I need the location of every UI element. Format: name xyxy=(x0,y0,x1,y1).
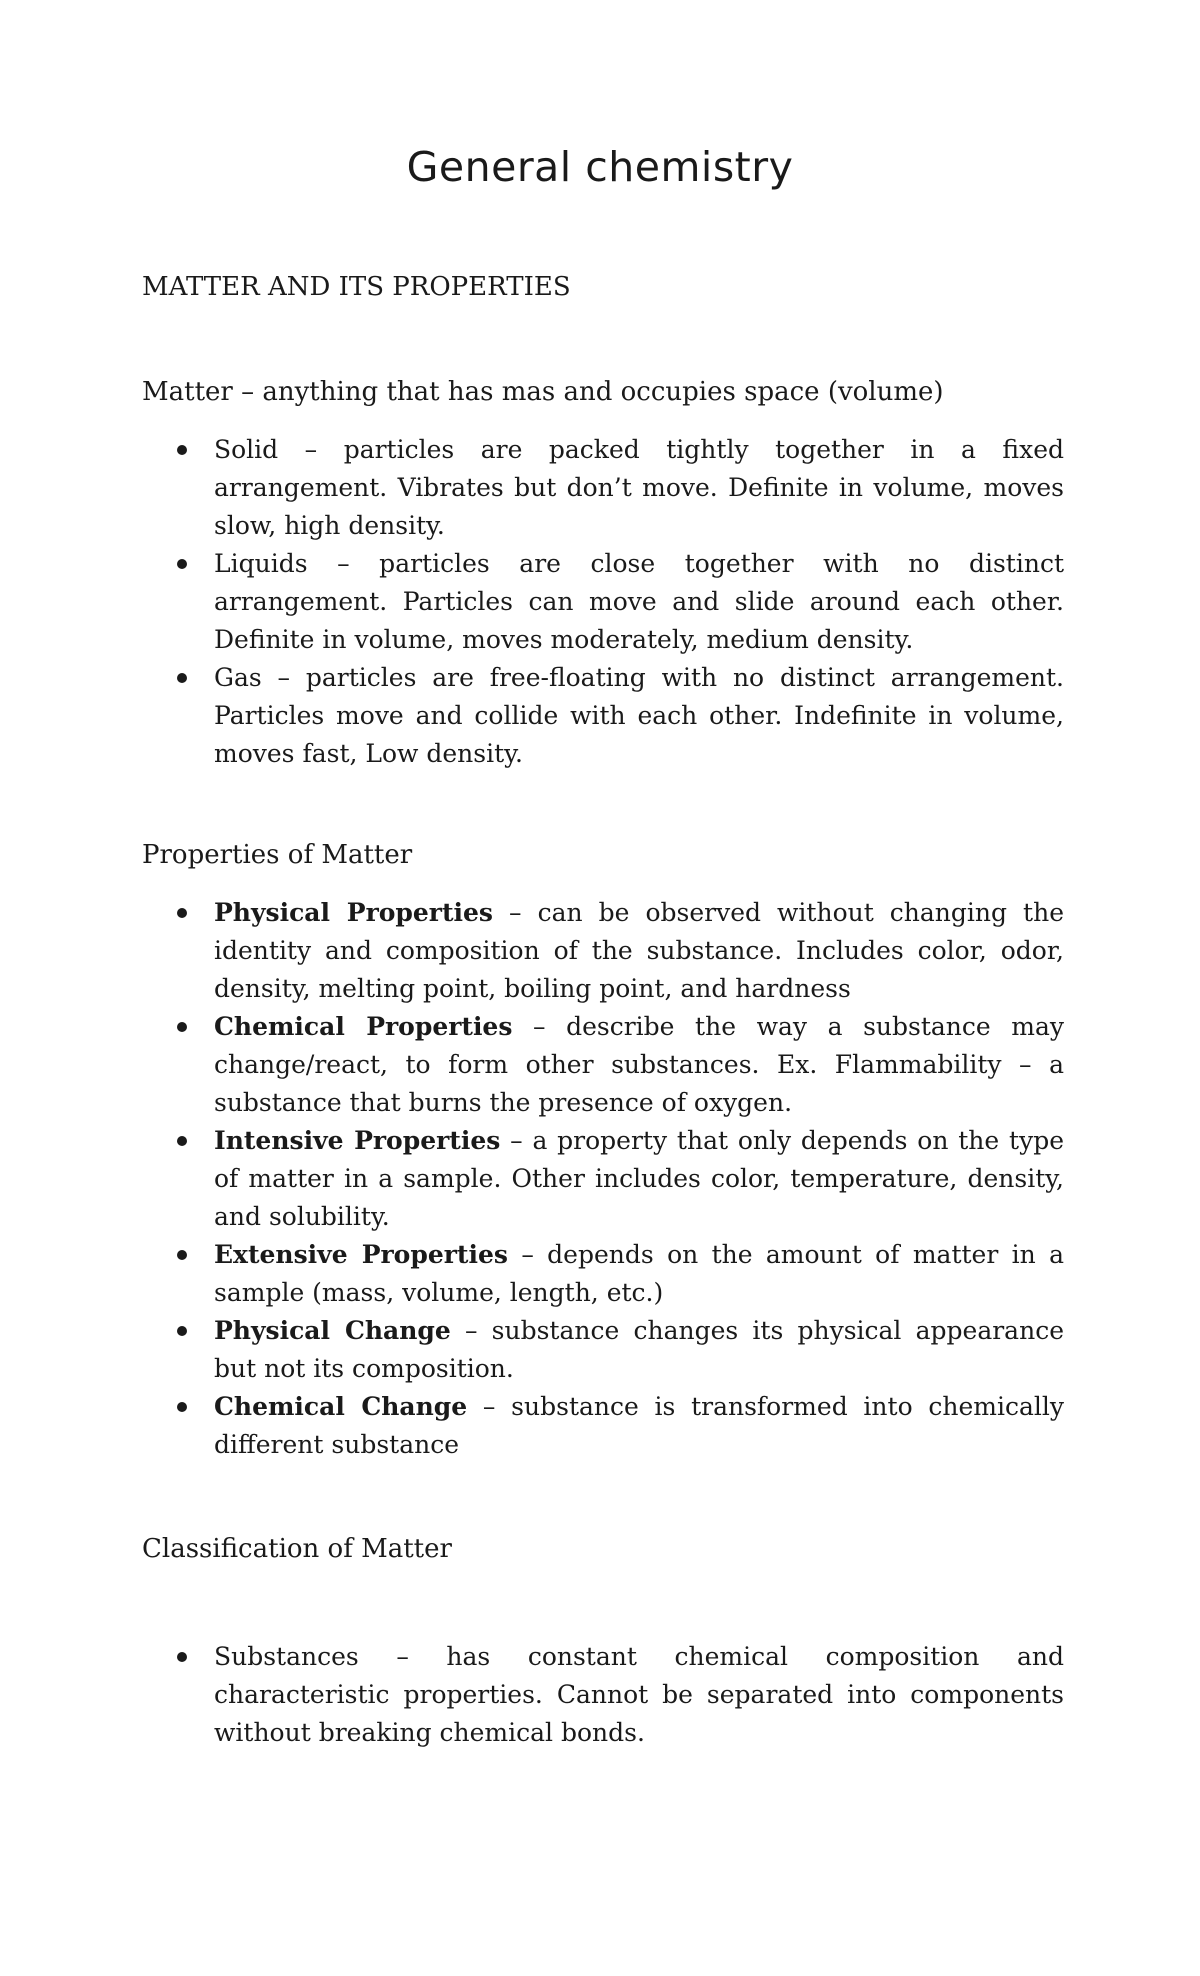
list-item-text: Gas – particles are free-floating with no distinct arrangement. Particles move and collide with each other. Indefinite in volume, moves fast, Low density. xyxy=(214,663,1064,768)
term-definition: – a property that only depends on the type of matter in a sample. Other includes color, temperature, density, and solubility. xyxy=(214,1126,1064,1231)
list-item xyxy=(142,894,1064,1008)
bullet-icon xyxy=(177,1022,187,1032)
list-item xyxy=(142,545,1064,659)
term-definition: – can be observed without changing the identity and composition of the substance. Includes color, odor, density, melting point, boiling point, and hardness xyxy=(214,898,1064,1003)
bullet-icon xyxy=(177,559,187,569)
section-heading-classification-of-matter: Classification of Matter xyxy=(142,1534,452,1564)
section-heading-matter-properties: MATTER AND ITS PROPERTIES xyxy=(142,272,571,302)
term-label: Chemical Properties xyxy=(214,1012,513,1041)
section-heading-properties-of-matter: Properties of Matter xyxy=(142,840,413,870)
list-item xyxy=(142,1638,1064,1752)
bullet-icon xyxy=(177,445,187,455)
list-item xyxy=(142,1008,1064,1122)
term-label: Chemical Change xyxy=(214,1392,468,1421)
list-item-text: Substances – has constant chemical composition and characteristic properties. Cannot be separated into components without breaking chemical bonds. xyxy=(214,1642,1064,1747)
term-label: Physical Properties xyxy=(214,898,494,927)
list-item xyxy=(142,1388,1064,1464)
bullet-icon xyxy=(177,1326,187,1336)
list-item xyxy=(142,1312,1064,1388)
term-definition: – describe the way a substance may change/react, to form other substances. Ex. Flammability – a substance that burns the presence of oxygen. xyxy=(214,1012,1065,1117)
list-item xyxy=(142,659,1064,773)
classification-list xyxy=(142,1638,1064,1752)
properties-list xyxy=(142,894,1064,1464)
term-label: Extensive Properties xyxy=(214,1240,508,1269)
list-item xyxy=(142,431,1064,545)
bullet-icon xyxy=(177,1652,187,1662)
bullet-icon xyxy=(177,1250,187,1260)
list-item xyxy=(142,1236,1064,1312)
page-title: General chemistry xyxy=(406,143,794,191)
term-label: Physical Change xyxy=(214,1316,451,1345)
states-of-matter-list xyxy=(142,431,1064,773)
term-definition: – substance is transformed into chemically different substance xyxy=(214,1392,1064,1459)
term-label: Intensive Properties xyxy=(214,1126,501,1155)
term-definition: – substance changes its physical appearance but not its composition. xyxy=(214,1316,1064,1383)
list-item-text: Solid – particles are packed tightly together in a fixed arrangement. Vibrates but don’t move. Definite in volume, moves slow, high density. xyxy=(214,435,1064,540)
list-item-text: Liquids – particles are close together with no distinct arrangement. Particles can move and slide around each other. Definite in volume, moves moderately, medium density. xyxy=(214,549,1064,654)
bullet-icon xyxy=(177,908,187,918)
bullet-icon xyxy=(177,673,187,683)
bullet-icon xyxy=(177,1402,187,1412)
list-item xyxy=(142,1122,1064,1236)
term-definition: – depends on the amount of matter in a sample (mass, volume, length, etc.) xyxy=(214,1240,1065,1307)
matter-definition: Matter – anything that has mas and occupies space (volume) xyxy=(142,377,944,407)
bullet-icon xyxy=(177,1136,187,1146)
